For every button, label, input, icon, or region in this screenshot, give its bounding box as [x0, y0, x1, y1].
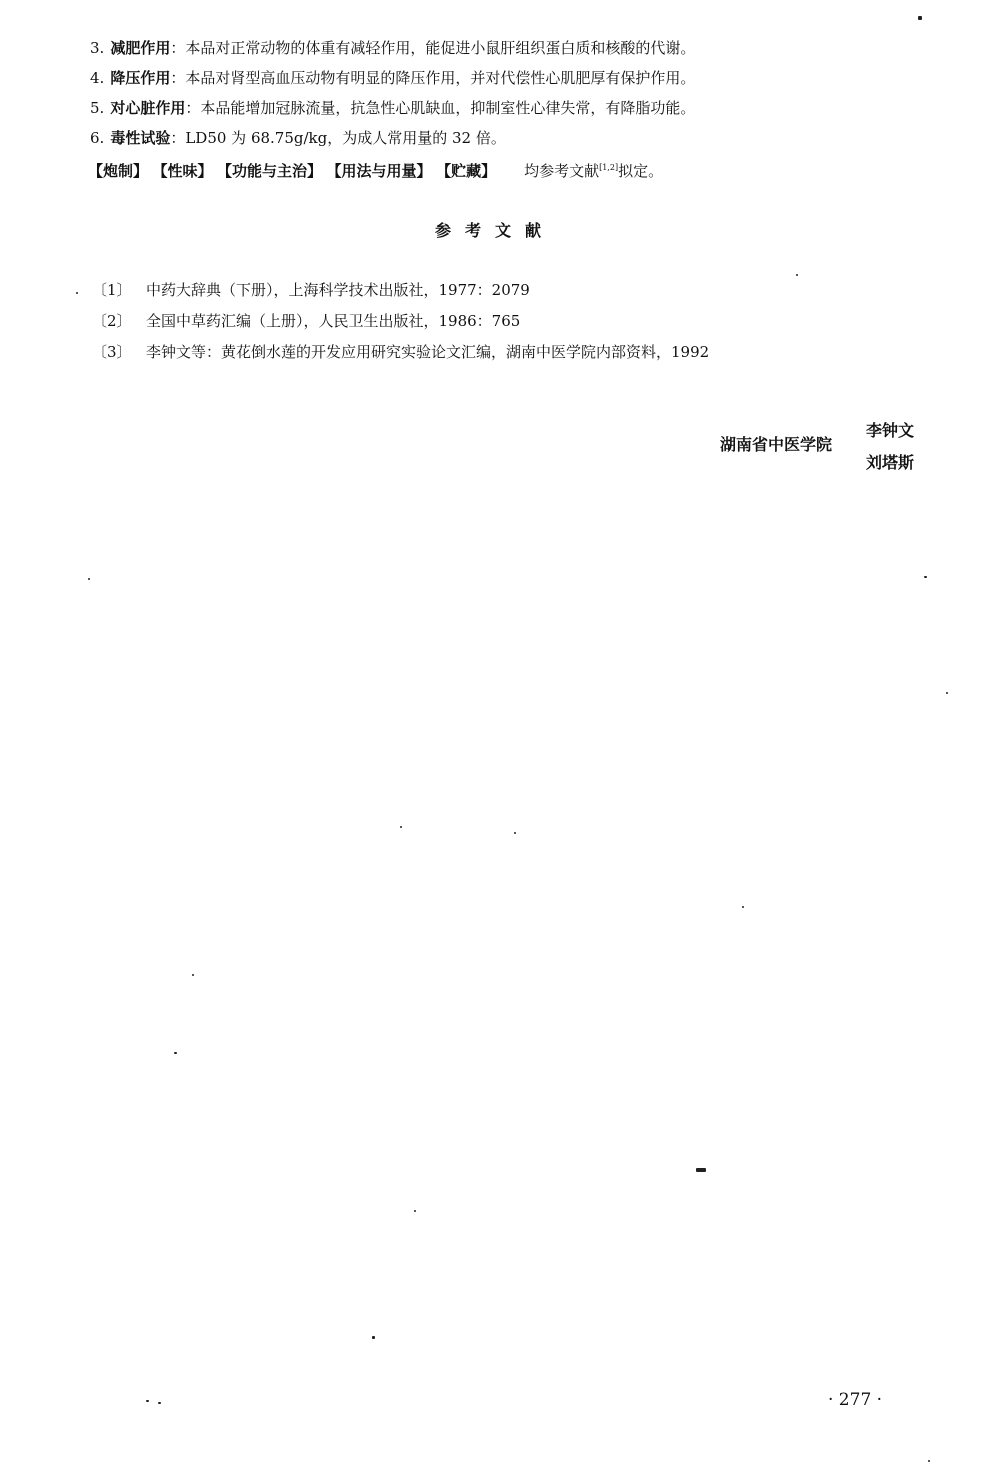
- scan-speck: [696, 1168, 706, 1172]
- scan-speck: [400, 826, 402, 828]
- reference-text: 李钟文等：黄花倒水莲的开发应用研究实验论文汇编，湖南中医学院内部资料，1992: [146, 343, 710, 361]
- processing-row: [88, 158, 663, 181]
- scan-speck: [928, 1460, 930, 1462]
- reference-number: 〔1〕: [92, 281, 132, 299]
- item-text: ：本品对肾型高血压动物有明显的降压作用，并对代偿性心肌肥厚有保护作用。: [170, 69, 696, 87]
- scan-speck: [918, 16, 922, 20]
- tag-processing: 【炮制】: [88, 162, 149, 180]
- tag-function-indication: 【功能与主治】: [224, 162, 323, 180]
- item-number: 6.: [90, 129, 105, 147]
- scan-speck: [192, 974, 194, 976]
- item-3: [90, 38, 695, 58]
- reference-number: 〔2〕: [92, 312, 132, 330]
- item-text: ：本品对正常动物的体重有减轻作用，能促进小鼠肝组织蛋白质和核酸的代谢。: [170, 39, 696, 57]
- item-number: 3.: [90, 39, 105, 57]
- scan-speck: [158, 1402, 161, 1404]
- scan-speck: [88, 578, 90, 580]
- item-key: 减肥作用: [110, 39, 171, 57]
- references-heading: 参考文献: [434, 221, 555, 240]
- item-key: 毒性试验: [110, 129, 171, 147]
- item-5: [90, 98, 695, 118]
- item-text: ：本品能增加冠脉流量，抗急性心肌缺血，抑制室性心律失常，有降脂功能。: [185, 99, 696, 117]
- reference-item: [92, 280, 530, 300]
- item-key: 对心脏作用: [110, 99, 186, 117]
- scan-speck: [796, 274, 798, 276]
- item-6: [90, 128, 506, 148]
- item-text: ：LD50 为 68.75g/kg，为成人常用量的 32 倍。: [170, 129, 506, 147]
- processing-tail: 均参考文献: [524, 162, 600, 180]
- scan-speck: [146, 1400, 149, 1402]
- reference-item: [92, 342, 709, 362]
- scan-speck: [742, 906, 744, 908]
- processing-end: 拟定。: [618, 162, 664, 180]
- scan-speck: [514, 832, 516, 834]
- tag-storage: 【贮藏】: [443, 162, 497, 180]
- reference-number: 〔3〕: [92, 343, 132, 361]
- item-4: [90, 68, 695, 88]
- scan-speck: [372, 1336, 375, 1339]
- item-number: 5.: [90, 99, 105, 117]
- scan-speck: [414, 1210, 416, 1212]
- author-name: 李钟文: [866, 421, 915, 440]
- scan-speck: [76, 292, 78, 294]
- item-number: 4.: [90, 69, 105, 87]
- scan-speck: [174, 1052, 177, 1054]
- citation-superscript: [1,2]: [599, 163, 619, 172]
- scan-speck: [924, 576, 927, 578]
- item-key: 降压作用: [110, 69, 171, 87]
- tag-nature-taste: 【性味】: [160, 162, 213, 180]
- reference-item: [92, 311, 520, 331]
- tag-usage-dosage: 【用法与用量】: [334, 162, 432, 180]
- page-number: · 277 ·: [828, 1390, 883, 1410]
- reference-text: 中药大辞典（下册），上海科学技术出版社，1977：2079: [146, 281, 530, 299]
- scan-speck: [946, 692, 948, 694]
- affiliation: 湖南省中医学院: [720, 435, 833, 454]
- reference-text: 全国中草药汇编（上册），人民卫生出版社，1986：765: [146, 312, 521, 330]
- author-name: 刘塔斯: [866, 453, 915, 472]
